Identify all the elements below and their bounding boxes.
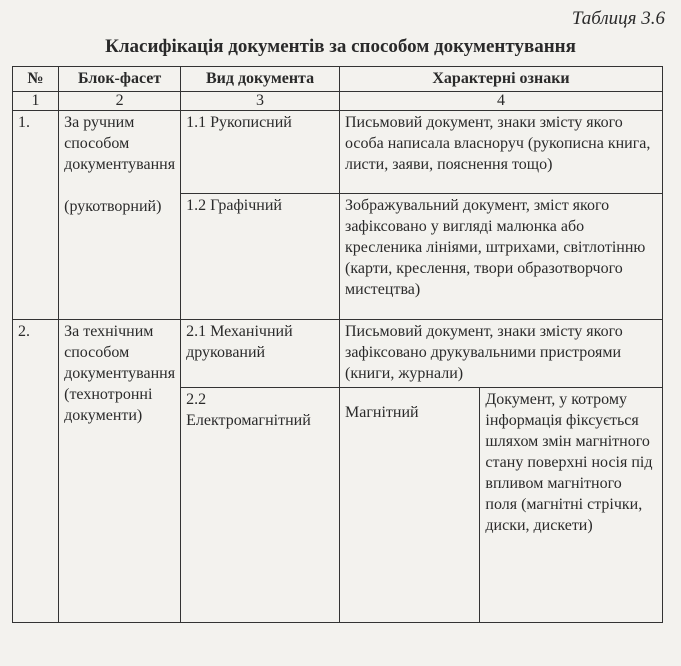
- document-features: Письмовий документ, знаки змісту якого зафіксовано друкувальними пристроями (книги, журнали): [340, 320, 663, 388]
- document-type: 1.2 Графічний: [181, 194, 340, 320]
- column-number: 3: [181, 92, 340, 111]
- document-features: Документ, у котрому інформація фіксується шляхом змін магнітного стану поверхні носія під впливом магнітного поля (магнітні стрічки, диски, дискети): [480, 388, 663, 623]
- header-facet: Блок-фасет: [59, 67, 181, 92]
- table-title: Класифікація документів за способом документування: [105, 36, 576, 57]
- table-row: [13, 320, 663, 388]
- header-num: №: [13, 67, 59, 92]
- table-number: Таблиця 3.6: [571, 8, 665, 29]
- column-number: 1: [13, 92, 59, 111]
- column-number: 4: [340, 92, 663, 111]
- facet-cell: [59, 320, 181, 623]
- row-number: 2.: [13, 320, 59, 623]
- document-features: Письмовий документ, знаки змісту якого особа написала власноруч (рукописна книга, листи, заяви, пояснення тощо): [340, 111, 663, 194]
- classification-table: [12, 66, 663, 623]
- header-features: Характерні ознаки: [340, 67, 663, 92]
- facet-text: За ручним способом документування: [64, 114, 176, 173]
- document-features: Зображувальний документ, зміст якого зафіксовано у вигляді малюнка або кресленика лініями, штрихами, світлотінню (карти, креслення, твори образотворчого мистецтва): [340, 194, 663, 320]
- facet-note: (рукотворний): [64, 198, 162, 215]
- facet-text: За технічним способом документування (технотронні документи): [64, 323, 176, 424]
- column-number: 2: [59, 92, 181, 111]
- document-type: 2.2 Електромагнітний: [181, 388, 340, 623]
- table-row: [13, 111, 663, 194]
- header-row: [13, 67, 663, 92]
- document-subtype: Магнітний: [340, 388, 480, 623]
- column-numbers-row: [13, 92, 663, 111]
- document-type: 2.1 Механічний друкований: [181, 320, 340, 388]
- header-type: Вид документа: [181, 67, 340, 92]
- row-number: 1.: [13, 111, 59, 320]
- document-type: 1.1 Рукописний: [181, 111, 340, 194]
- facet-cell: [59, 111, 181, 320]
